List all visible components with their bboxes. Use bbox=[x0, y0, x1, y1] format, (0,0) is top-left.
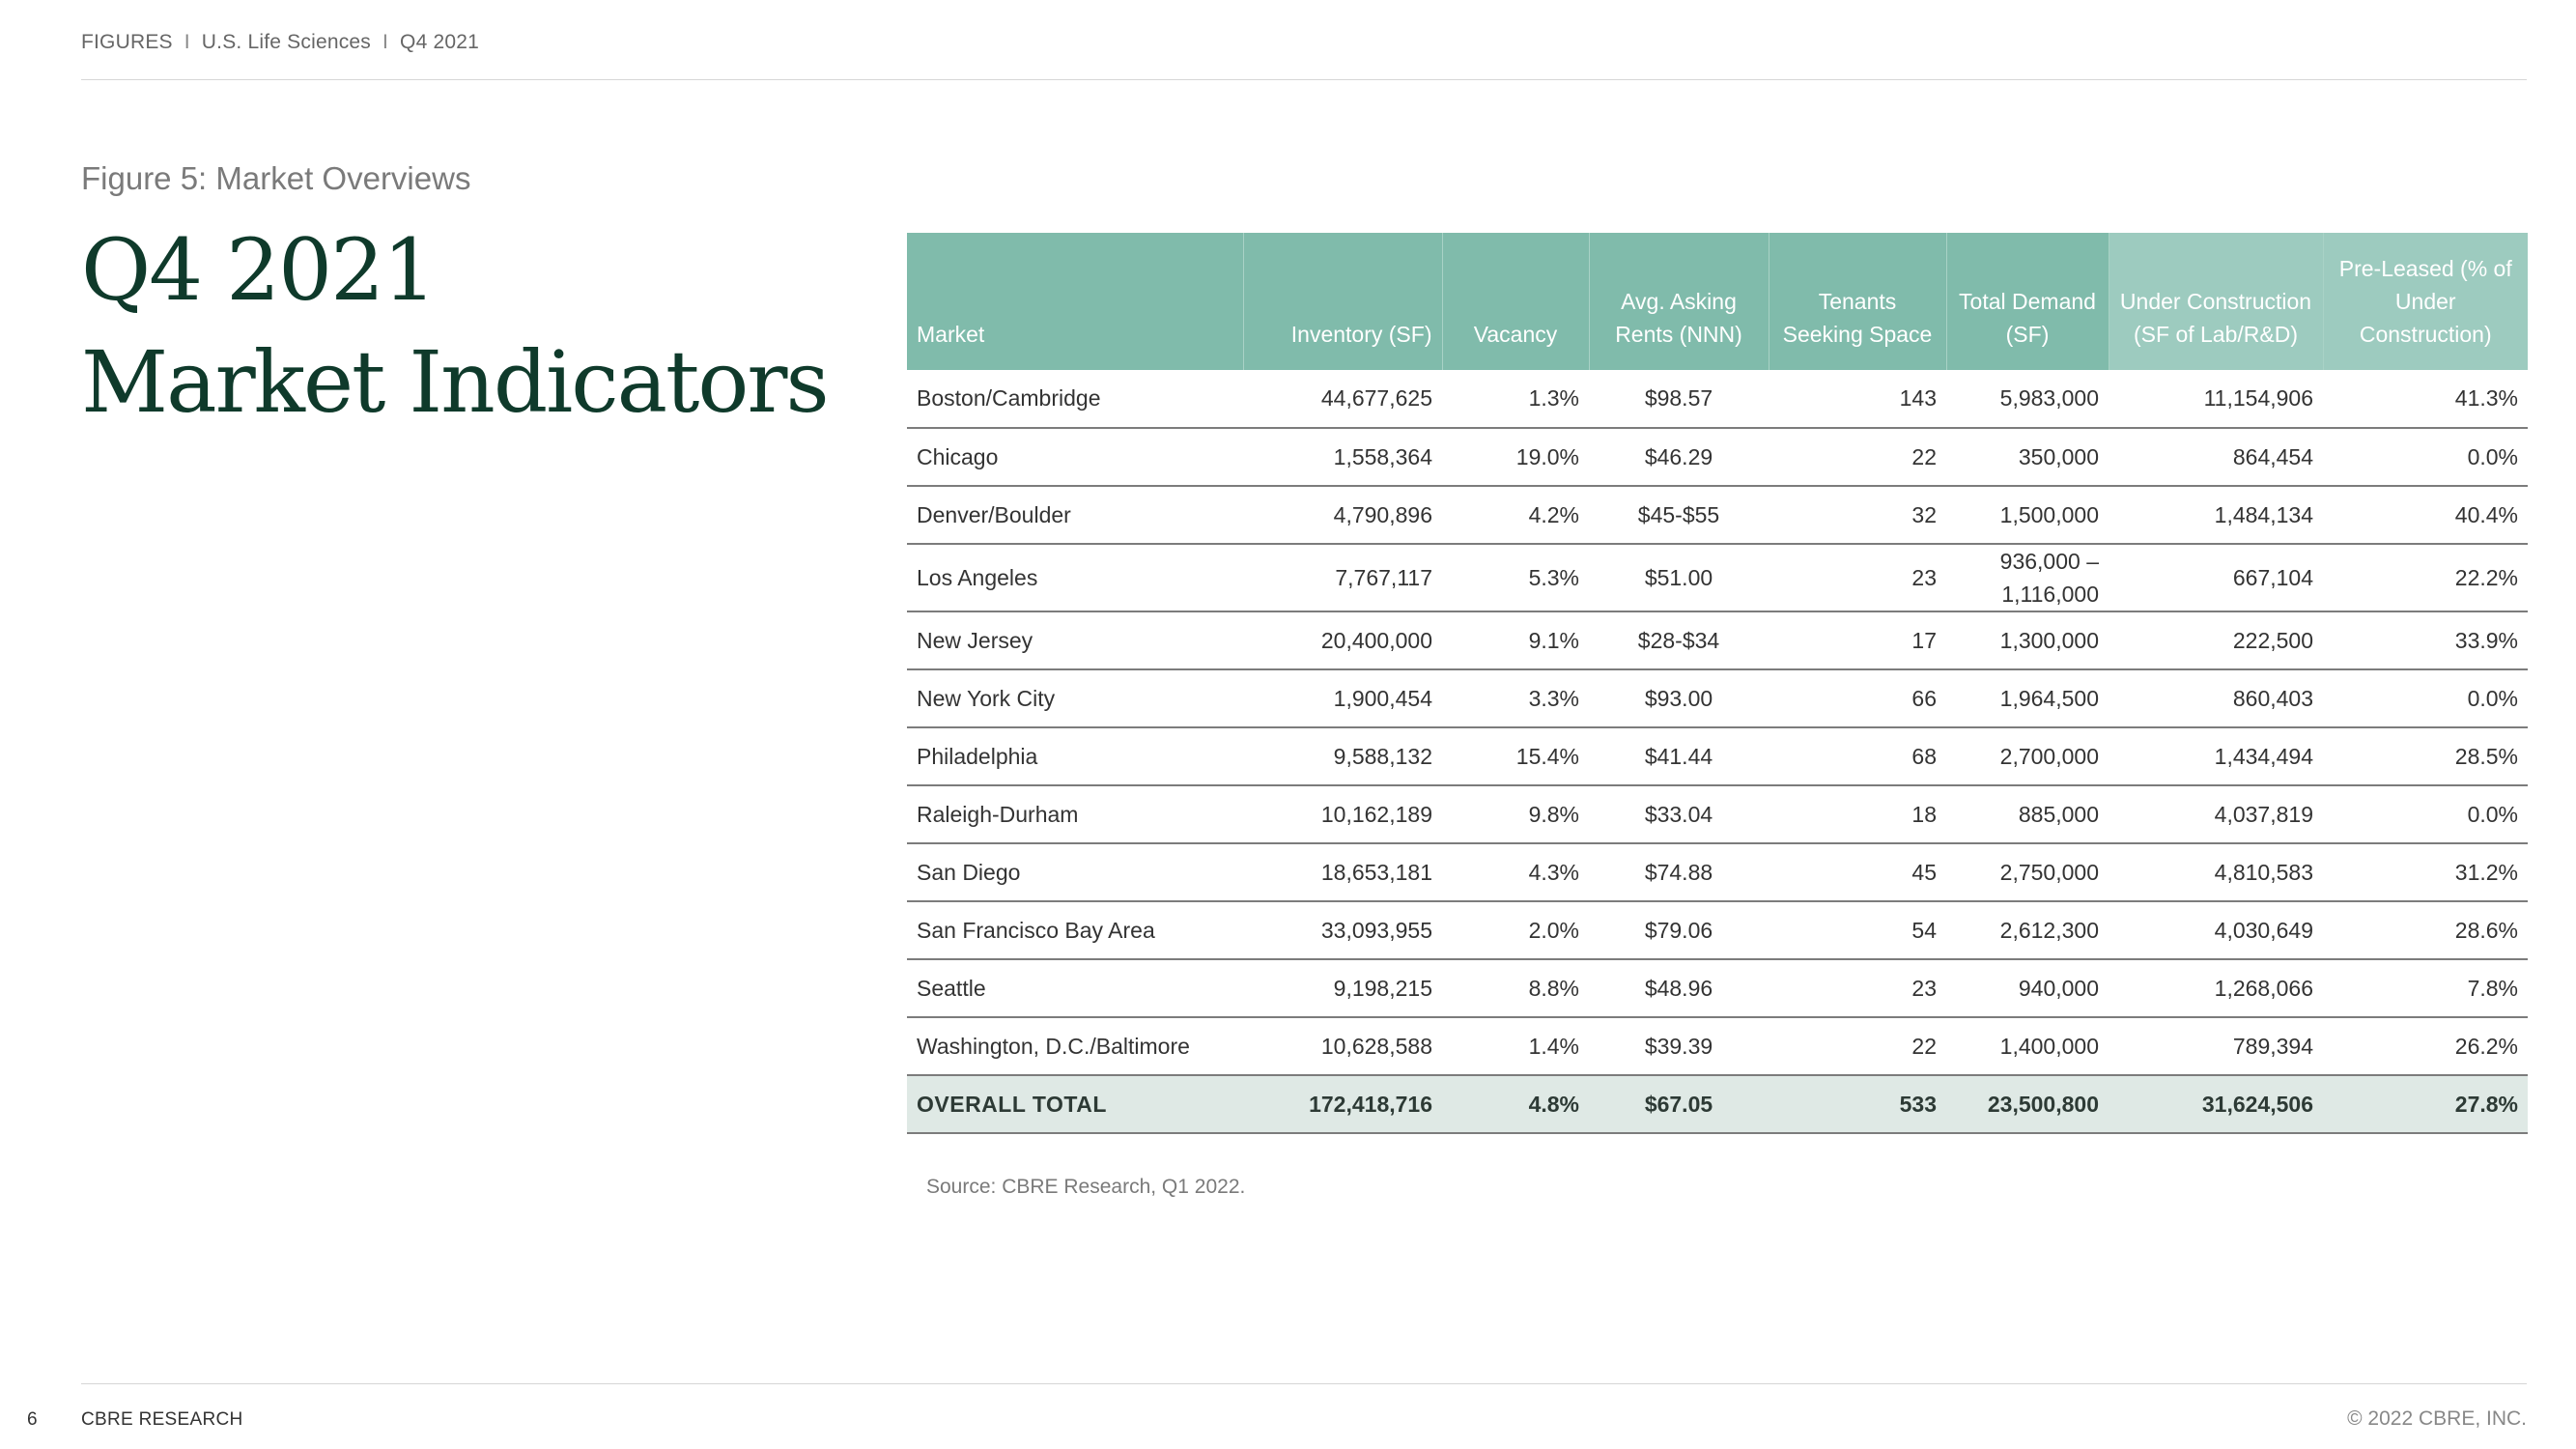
column-header: Under Construction (SF of Lab/R&D) bbox=[2109, 233, 2323, 370]
value-cell: 2,750,000 bbox=[1946, 843, 2109, 901]
market-name-cell: Philadelphia bbox=[907, 727, 1243, 785]
table-row bbox=[907, 611, 2528, 669]
value-cell: 23 bbox=[1769, 959, 1946, 1017]
value-cell: 1,964,500 bbox=[1946, 669, 2109, 727]
value-cell: 18 bbox=[1769, 785, 1946, 843]
value-cell: $33.04 bbox=[1589, 785, 1769, 843]
value-cell: 1,484,134 bbox=[2109, 486, 2323, 544]
value-cell: $93.00 bbox=[1589, 669, 1769, 727]
value-cell: 1,268,066 bbox=[2109, 959, 2323, 1017]
title-line-1: Q4 2021 bbox=[81, 220, 436, 320]
value-cell: 33.9% bbox=[2323, 611, 2528, 669]
value-cell: 22.2% bbox=[2323, 544, 2528, 611]
header-period: Q4 2021 bbox=[400, 31, 479, 53]
table-row bbox=[907, 370, 2528, 428]
value-cell: 940,000 bbox=[1946, 959, 2109, 1017]
value-cell: 1.3% bbox=[1442, 370, 1589, 428]
value-cell: 28.5% bbox=[2323, 727, 2528, 785]
market-name-cell: Chicago bbox=[907, 428, 1243, 486]
value-cell: 4.8% bbox=[1442, 1075, 1589, 1133]
value-cell: 885,000 bbox=[1946, 785, 2109, 843]
value-cell: 18,653,181 bbox=[1243, 843, 1442, 901]
column-header: Avg. Asking Rents (NNN) bbox=[1589, 233, 1769, 370]
value-cell: 2,700,000 bbox=[1946, 727, 2109, 785]
value-cell: 1,900,454 bbox=[1243, 669, 1442, 727]
value-cell: 7.8% bbox=[2323, 959, 2528, 1017]
header-divider: I bbox=[184, 31, 190, 53]
value-cell: 4,037,819 bbox=[2109, 785, 2323, 843]
value-cell: 143 bbox=[1769, 370, 1946, 428]
value-cell: 5,983,000 bbox=[1946, 370, 2109, 428]
value-cell: 350,000 bbox=[1946, 428, 2109, 486]
value-cell: 41.3% bbox=[2323, 370, 2528, 428]
value-cell: 23,500,800 bbox=[1946, 1075, 2109, 1133]
value-cell: 0.0% bbox=[2323, 785, 2528, 843]
value-cell: 5.3% bbox=[1442, 544, 1589, 611]
value-cell: 667,104 bbox=[2109, 544, 2323, 611]
value-cell: 9,198,215 bbox=[1243, 959, 1442, 1017]
value-cell: 9.1% bbox=[1442, 611, 1589, 669]
value-cell: 2,612,300 bbox=[1946, 901, 2109, 959]
value-cell: $39.39 bbox=[1589, 1017, 1769, 1075]
value-cell: 4.3% bbox=[1442, 843, 1589, 901]
value-cell: 7,767,117 bbox=[1243, 544, 1442, 611]
value-cell: $79.06 bbox=[1589, 901, 1769, 959]
value-cell: 66 bbox=[1769, 669, 1946, 727]
market-indicators-table bbox=[907, 233, 2528, 1134]
value-cell: $74.88 bbox=[1589, 843, 1769, 901]
table-row bbox=[907, 785, 2528, 843]
value-cell: 4.2% bbox=[1442, 486, 1589, 544]
table-row bbox=[907, 428, 2528, 486]
value-cell: 0.0% bbox=[2323, 428, 2528, 486]
header-topic: U.S. Life Sciences bbox=[201, 31, 371, 53]
header-rule bbox=[81, 79, 2527, 80]
value-cell: $45-$55 bbox=[1589, 486, 1769, 544]
table-row bbox=[907, 1017, 2528, 1075]
value-cell: 17 bbox=[1769, 611, 1946, 669]
value-cell: 4,810,583 bbox=[2109, 843, 2323, 901]
value-cell: 19.0% bbox=[1442, 428, 1589, 486]
column-header: Vacancy bbox=[1442, 233, 1589, 370]
title-line-2: Market Indicators bbox=[81, 332, 828, 432]
value-cell: 789,394 bbox=[2109, 1017, 2323, 1075]
source-note: Source: CBRE Research, Q1 2022. bbox=[926, 1176, 1246, 1198]
page-number: 6 bbox=[27, 1409, 38, 1430]
value-cell: 222,500 bbox=[2109, 611, 2323, 669]
value-cell: 10,628,588 bbox=[1243, 1017, 1442, 1075]
market-name-cell: Boston/Cambridge bbox=[907, 370, 1243, 428]
value-cell: 1.4% bbox=[1442, 1017, 1589, 1075]
table-row bbox=[907, 727, 2528, 785]
market-name-cell: New Jersey bbox=[907, 611, 1243, 669]
page-header bbox=[81, 31, 479, 54]
market-name-cell: Los Angeles bbox=[907, 544, 1243, 611]
table-row bbox=[907, 486, 2528, 544]
value-cell: $28-$34 bbox=[1589, 611, 1769, 669]
table-row bbox=[907, 959, 2528, 1017]
value-cell: 9.8% bbox=[1442, 785, 1589, 843]
value-cell: 40.4% bbox=[2323, 486, 2528, 544]
market-name-cell: New York City bbox=[907, 669, 1243, 727]
column-header: Pre-Leased (% of Under Construction) bbox=[2323, 233, 2528, 370]
value-cell: 31,624,506 bbox=[2109, 1075, 2323, 1133]
footer-rule bbox=[81, 1383, 2527, 1384]
value-cell: 22 bbox=[1769, 428, 1946, 486]
value-cell: 1,558,364 bbox=[1243, 428, 1442, 486]
header-section: FIGURES bbox=[81, 31, 173, 53]
column-header: Tenants Seeking Space bbox=[1769, 233, 1946, 370]
column-header: Inventory (SF) bbox=[1243, 233, 1442, 370]
value-cell: 1,400,000 bbox=[1946, 1017, 2109, 1075]
value-cell: 0.0% bbox=[2323, 669, 2528, 727]
value-cell: 44,677,625 bbox=[1243, 370, 1442, 428]
value-cell: 1,300,000 bbox=[1946, 611, 2109, 669]
value-cell: $46.29 bbox=[1589, 428, 1769, 486]
footer-brand: CBRE RESEARCH bbox=[81, 1409, 243, 1430]
market-name-cell: Washington, D.C./Baltimore bbox=[907, 1017, 1243, 1075]
value-cell: $41.44 bbox=[1589, 727, 1769, 785]
market-name-cell: Denver/Boulder bbox=[907, 486, 1243, 544]
figure-label: Figure 5: Market Overviews bbox=[81, 160, 471, 196]
copyright: © 2022 CBRE, INC. bbox=[2347, 1407, 2527, 1430]
market-name-cell: OVERALL TOTAL bbox=[907, 1075, 1243, 1133]
value-cell: 533 bbox=[1769, 1075, 1946, 1133]
value-cell: 10,162,189 bbox=[1243, 785, 1442, 843]
table-row bbox=[907, 901, 2528, 959]
value-cell: 11,154,906 bbox=[2109, 370, 2323, 428]
value-cell: $67.05 bbox=[1589, 1075, 1769, 1133]
value-cell: $98.57 bbox=[1589, 370, 1769, 428]
value-cell: 68 bbox=[1769, 727, 1946, 785]
table-row bbox=[907, 544, 2528, 611]
value-cell: 1,434,494 bbox=[2109, 727, 2323, 785]
value-cell: 4,790,896 bbox=[1243, 486, 1442, 544]
value-cell: 1,500,000 bbox=[1946, 486, 2109, 544]
value-cell: 54 bbox=[1769, 901, 1946, 959]
value-cell: 9,588,132 bbox=[1243, 727, 1442, 785]
page-title bbox=[81, 214, 828, 439]
value-cell: $51.00 bbox=[1589, 544, 1769, 611]
value-cell: 32 bbox=[1769, 486, 1946, 544]
value-cell: 864,454 bbox=[2109, 428, 2323, 486]
value-cell: 45 bbox=[1769, 843, 1946, 901]
value-cell: 22 bbox=[1769, 1017, 1946, 1075]
value-cell: $48.96 bbox=[1589, 959, 1769, 1017]
value-cell: 936,000 – 1,116,000 bbox=[1946, 544, 2109, 611]
value-cell: 860,403 bbox=[2109, 669, 2323, 727]
value-cell: 172,418,716 bbox=[1243, 1075, 1442, 1133]
table-row bbox=[907, 669, 2528, 727]
column-header: Total Demand (SF) bbox=[1946, 233, 2109, 370]
table-header-row bbox=[907, 233, 2528, 370]
value-cell: 4,030,649 bbox=[2109, 901, 2323, 959]
value-cell: 23 bbox=[1769, 544, 1946, 611]
header-divider: I bbox=[382, 31, 389, 53]
value-cell: 20,400,000 bbox=[1243, 611, 1442, 669]
value-cell: 15.4% bbox=[1442, 727, 1589, 785]
market-name-cell: Raleigh-Durham bbox=[907, 785, 1243, 843]
total-row bbox=[907, 1075, 2528, 1133]
value-cell: 28.6% bbox=[2323, 901, 2528, 959]
value-cell: 2.0% bbox=[1442, 901, 1589, 959]
value-cell: 3.3% bbox=[1442, 669, 1589, 727]
value-cell: 26.2% bbox=[2323, 1017, 2528, 1075]
value-cell: 33,093,955 bbox=[1243, 901, 1442, 959]
value-cell: 27.8% bbox=[2323, 1075, 2528, 1133]
value-cell: 8.8% bbox=[1442, 959, 1589, 1017]
market-name-cell: San Diego bbox=[907, 843, 1243, 901]
value-cell: 31.2% bbox=[2323, 843, 2528, 901]
table-row bbox=[907, 843, 2528, 901]
column-header: Market bbox=[907, 233, 1243, 370]
market-name-cell: Seattle bbox=[907, 959, 1243, 1017]
market-name-cell: San Francisco Bay Area bbox=[907, 901, 1243, 959]
